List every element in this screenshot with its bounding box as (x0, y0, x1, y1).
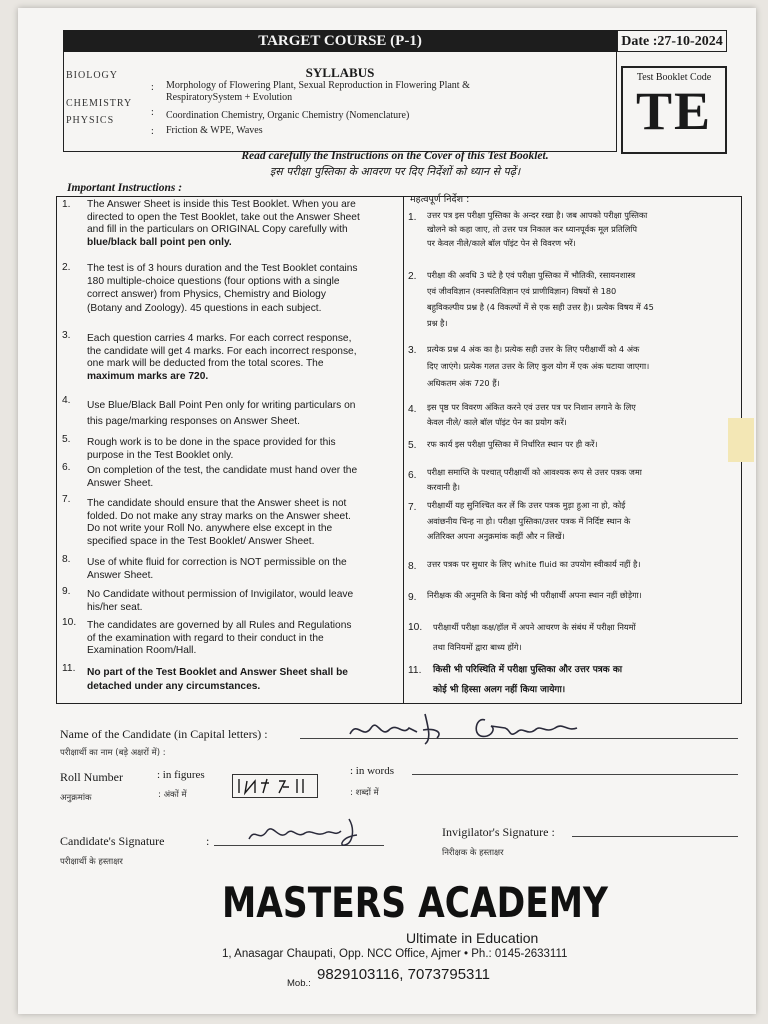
in-words-label: : in words (350, 765, 394, 777)
topic-chemistry: Coordination Chemistry, Organic Chemistry (Nomenclature) (166, 110, 410, 121)
instruction-line: Use Blue/Black Ball Point Pen only for writing particulars on (87, 400, 356, 411)
instruction-line-hi: तथा विनियमों द्वारा बाध्य होंगे। (433, 642, 522, 652)
in-figures-label-hi: : अंकों में (158, 790, 187, 800)
address: 1, Anasagar Chaupati, Opp. NCC Office, Ajmer • Ph.: 0145-2633111 (222, 948, 568, 960)
masters-academy-logo: MASTERS ACADEMY (222, 878, 608, 927)
instruction-line-hi: परीक्षा समाप्ति के पश्चात् परीक्षार्थी को आवश्यक रूप से उत्तर पत्रक जमा (427, 467, 642, 477)
roll-number-label-hi: अनुक्रमांक (60, 793, 92, 803)
instruction-line: The candidate should ensure that the Answer sheet is not (87, 498, 347, 509)
instruction-line: The test is of 3 hours duration and the Test Booklet contains (87, 263, 358, 274)
instruction-line: (Botany and Zoology). 45 questions in each subject. (87, 302, 322, 314)
colon: : (151, 82, 154, 93)
instruction-line-hi: अवांछनीय चिन्ह ना हो। परीक्षा पुस्तिका/उत्तर पत्रक में निर्दिष्ट स्थान के (427, 515, 631, 526)
instruction-line-hi: अतिरिक्त अपना अनुक्रमांक कहीं और न लिखें। (427, 531, 565, 541)
colon: : (151, 126, 154, 137)
roll-number-words-field[interactable] (412, 774, 738, 775)
roll-number-label: Roll Number (60, 770, 123, 784)
invigilator-signature-field[interactable] (572, 836, 738, 837)
candidate-signature-handwriting (245, 815, 375, 849)
candidate-name-handwriting (345, 710, 595, 746)
instruction-line: detached under any circumstances. (87, 681, 261, 692)
topic-physics: Friction & WPE, Waves (166, 125, 263, 136)
instruction-line: this page/marking responses on Answer Sheet. (87, 416, 300, 427)
instruction-number-hi: 5. (408, 440, 417, 451)
instruction-line-hi: इस पृष्ठ पर विवरण अंकित करने एवं उत्तर पत्र पर निशान लगाने के लिए (427, 402, 636, 412)
instruction-line: Answer Sheet. (87, 477, 154, 489)
invigilator-signature-label-hi: निरीक्षक के हस्ताक्षर (442, 848, 504, 858)
instruction-line-hi: परीक्षार्थी यह सुनिश्चित कर लें कि उत्तर पत्रक मुड़ा हुआ ना हो, कोई (427, 500, 626, 510)
instruction-number: 1. (62, 199, 71, 210)
instruction-line-hi: रफ कार्य इस परीक्षा पुस्तिका में निर्धारित स्थान पर ही करें। (427, 439, 598, 449)
instruction-line: and fill in the particulars on ORIGINAL Copy carefully with (87, 224, 348, 236)
instruction-line-hi: करवानी है। (427, 482, 461, 492)
instruction-line-hi: प्रश्न है। (427, 318, 448, 328)
instruction-line: Use of white fluid for correction is NOT permissible on the (87, 557, 347, 568)
instruction-line: Examination Room/Hall. (87, 645, 197, 657)
topic-biology-2: RespiratorySystem + Evolution (166, 92, 293, 103)
instruction-line: The candidates are governed by all Rules and Regulations (87, 620, 352, 631)
colon: : (206, 834, 210, 848)
instruction-number-hi: 11. (408, 665, 422, 676)
instruction-line-hi: केवल नीले/ काले बॉल पॉइंट पेन का प्रयोग करें। (427, 417, 567, 427)
topic-biology-1: Morphology of Flowering Plant, Sexual Reproduction in Flowering Plant & (166, 80, 470, 91)
instruction-number-hi: 7. (408, 502, 417, 513)
course-title: TARGET COURSE (P-1) (63, 30, 617, 52)
instruction-line-hi: किसी भी परिस्थिति में परीक्षा पुस्तिका और उत्तर पत्रक का (433, 665, 623, 675)
instruction-line-hi: परीक्षा की अवधि 3 घंटे है एवं परीक्षा पुस्तिका में भौतिकी, रसायनशास्त्र (427, 270, 636, 280)
subject-physics: PHYSICS (66, 115, 115, 126)
instruction-number-hi: 1. (408, 212, 417, 223)
sticky-note (728, 418, 754, 462)
instruction-line: maximum marks are 720. (87, 370, 209, 382)
roll-number-figures-box[interactable] (232, 774, 318, 798)
roll-number-handwriting (233, 775, 317, 797)
candidate-name-label: Name of the Candidate (in Capital letters) : (60, 727, 268, 741)
in-words-label-hi: : शब्दों में (350, 788, 379, 798)
candidate-signature-label-hi: परीक्षार्थी के हस्ताक्षर (60, 857, 123, 867)
instruction-number-hi: 2. (408, 271, 417, 282)
instruction-number: 10. (62, 617, 77, 628)
read-carefully-hi: इस परीक्षा पुस्तिका के आवरण पर दिए निर्देशों को ध्यान से पढ़ें। (269, 165, 521, 178)
instruction-line: Do not write your Roll No. anywhere else except in the (87, 523, 333, 535)
candidate-signature-label: Candidate's Signature (60, 834, 165, 848)
exam-date: Date :27-10-2024 (617, 30, 727, 52)
read-carefully-en: Read carefully the Instructions on the Cover of this Test Booklet. (241, 150, 549, 162)
instruction-line-hi: बहुविकल्पीय प्रश्न है (4 विकल्पों में से एक सही उत्तर है)। प्रत्येक विषय में 45 (427, 302, 654, 312)
booklet-code-box (621, 66, 727, 154)
instruction-line-hi: उत्तर पत्रक पर सुधार के लिए white fluid का उपयोग स्वीकार्य नहीं है। (427, 559, 641, 569)
instruction-line: his/her seat. (87, 601, 143, 613)
instruction-line: specified space in the Test Booklet/ Answer Sheet. (87, 535, 315, 547)
instruction-line: No part of the Test Booklet and Answer Sheet shall be (87, 667, 348, 678)
instruction-line-hi: निरीक्षक की अनुमति के बिना कोई भी परीक्षार्थी अपना स्थान नहीं छोड़ेगा। (427, 590, 642, 600)
instruction-line: blue/black ball point pen only. (87, 236, 232, 248)
instruction-line: 180 multiple-choice questions (four options with a single (87, 276, 340, 288)
column-divider (403, 196, 404, 704)
instruction-line: Each question carries 4 marks. For each correct response, (87, 333, 352, 344)
instruction-line-hi: प्रत्येक प्रश्न 4 अंक का है। प्रत्येक सही उत्तर के लिए परीक्षार्थी को 4 अंक (427, 344, 640, 354)
tagline: Ultimate in Education (406, 930, 539, 946)
invigilator-signature-label: Invigilator's Signature : (442, 825, 555, 839)
instruction-line-hi: पर केवल नीले/काले बॉल पॉइंट पेन से विवरण भरें। (427, 238, 576, 248)
candidate-name-label-hi: परीक्षार्थी का नाम (बड़े अक्षरों में) : (60, 748, 166, 758)
instruction-line-hi: परीक्षार्थी परीक्षा कक्ष/हॉल में अपने आचरण के संबंध में परीक्षा नियमों (433, 622, 636, 632)
instruction-line: The Answer Sheet is inside this Test Booklet. When you are (87, 199, 356, 210)
syllabus-title: SYLLABUS (305, 65, 375, 80)
instruction-line-hi: उत्तर पत्र इस परीक्षा पुस्तिका के अन्दर रखा है। जब आपको परीक्षा पुस्तिका (427, 210, 648, 220)
instruction-number-hi: 3. (408, 345, 417, 356)
instruction-number-hi: 9. (408, 592, 417, 603)
instruction-line-hi: कोई भी हिस्सा अलग नहीं किया जायेगा। (433, 685, 566, 695)
instruction-line: purpose in the Test Booklet only. (87, 449, 234, 461)
instruction-line-hi: एवं जीवविज्ञान (वनस्पतिविज्ञान एवं प्राणीविज्ञान) विषयों से 180 (427, 286, 617, 296)
instruction-line: of the examination with regard to their conduct in the (87, 632, 324, 644)
instruction-number: 7. (62, 494, 71, 505)
booklet-code-label: Test Booklet Code (636, 72, 712, 83)
instruction-line: Answer Sheet. (87, 569, 154, 581)
subject-chemistry: CHEMISTRY (66, 98, 133, 109)
instruction-line: No Candidate without permission of Invigilator, would leave (87, 589, 354, 600)
instruction-line: folded. Do not make any stray marks on the Answer sheet. (87, 510, 351, 522)
instruction-number-hi: 10. (408, 622, 423, 633)
instruction-number-hi: 8. (408, 561, 417, 572)
instruction-number: 11. (62, 663, 76, 674)
instructions-title-en: Important Instructions : (67, 182, 183, 194)
instruction-line-hi: खोलने को कहा जाए, तो उत्तर पत्र निकाल कर ध्यानपूर्वक मूल प्रतिलिपि (427, 224, 638, 234)
booklet-code-value: TE (635, 81, 713, 141)
instruction-line: correct answer) from Physics, Chemistry and Biology (87, 289, 326, 301)
instruction-line: On completion of the test, the candidate must hand over the (87, 465, 358, 476)
instruction-number: 3. (62, 330, 71, 341)
instruction-line: one mark will be deducted from the total scores. The (87, 358, 324, 370)
colon: : (151, 107, 154, 118)
instruction-number-hi: 4. (408, 404, 417, 415)
instruction-line-hi: दिए जाएंगे। प्रत्येक गलत उत्तर के लिए कुल योग में एक अंक घटाया जाएगा। (427, 361, 650, 371)
instruction-line: the candidate will get 4 marks. For each incorrect response, (87, 345, 357, 357)
in-figures-label: : in figures (157, 769, 205, 781)
mobile-numbers: 9829103116, 7073795311 (317, 966, 490, 983)
instruction-number: 4. (62, 395, 71, 406)
subject-biology: BIOLOGY (66, 70, 118, 81)
instructions-title-hi: महत्वपूर्ण निर्देश : (410, 194, 470, 205)
instruction-line: Rough work is to be done in the space provided for this (87, 437, 336, 448)
instruction-line-hi: अधिकतम अंक 720 हैं। (427, 378, 500, 388)
instruction-number-hi: 6. (408, 470, 417, 481)
instruction-number: 6. (62, 462, 71, 473)
instruction-number: 5. (62, 434, 71, 445)
instruction-number: 8. (62, 554, 71, 565)
instruction-line: directed to open the Test Booklet, take out the Answer Sheet (87, 211, 360, 223)
instruction-number: 9. (62, 586, 71, 597)
instruction-number: 2. (62, 262, 71, 273)
mobile-label: Mob.: (287, 978, 311, 989)
